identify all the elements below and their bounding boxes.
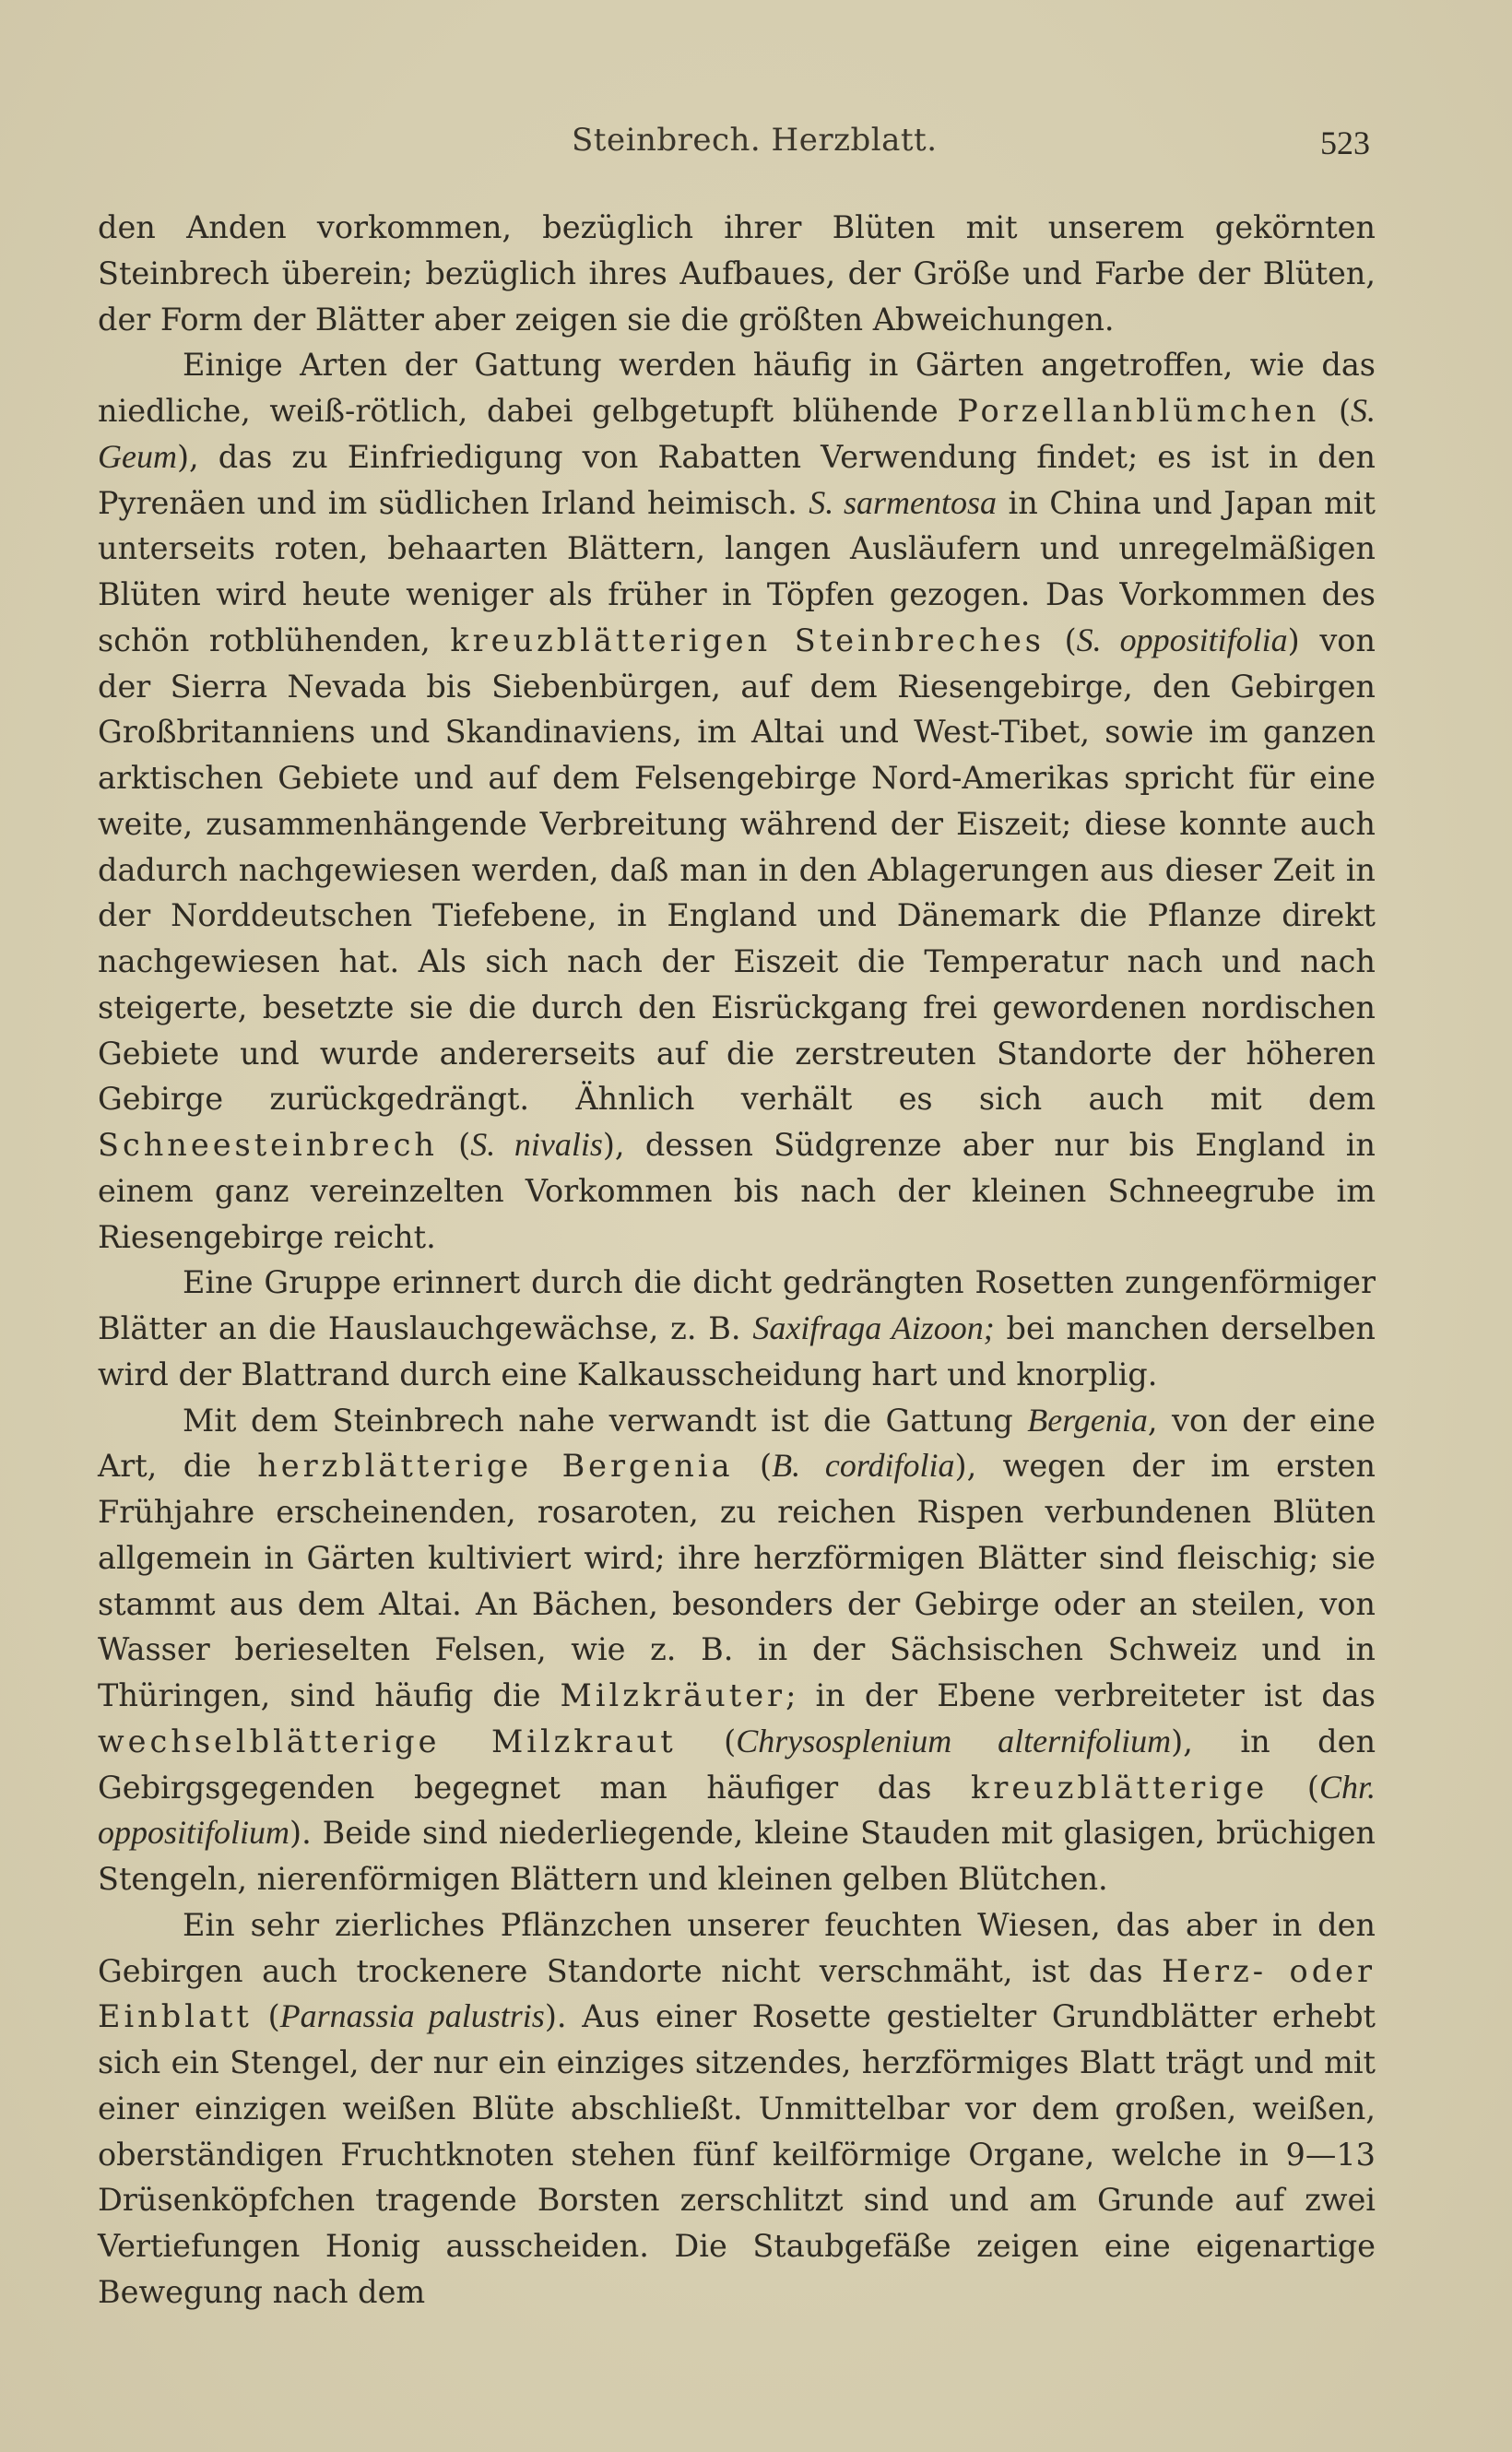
scientific-name: S. Geum xyxy=(98,392,1376,475)
text-run: ), in den Gebirgsgegenden begegnet man häufiger das xyxy=(98,1723,1376,1806)
paragraph-p1 xyxy=(98,205,1376,342)
scientific-name: B. cordifolia xyxy=(772,1447,955,1485)
text-run: ( xyxy=(1319,393,1352,429)
text-run: ; in der Ebene verbreiteter ist das xyxy=(786,1677,1376,1713)
emphasized-term: Herz- oder Einblatt xyxy=(98,1952,1376,2035)
emphasized-term: Milzkräuter xyxy=(560,1677,786,1713)
paragraph-p4 xyxy=(98,1398,1376,1902)
text-run: ( xyxy=(676,1723,737,1759)
scientific-name: Chr. oppositifolium xyxy=(98,1768,1376,1852)
text-run: ( xyxy=(437,1127,471,1163)
text-run: ( xyxy=(1044,622,1077,658)
scientific-name: S. oppositifolia xyxy=(1076,621,1288,658)
text-run: ( xyxy=(1268,1769,1319,1806)
text-run: Ein sehr zierliches Pflänzchen unserer feuchten Wiesen, das aber in den Gebirgen auch trockenere Standorte nicht verschmäht, ist das xyxy=(98,1906,1376,1989)
text-run: bei manchen derselben wird der Blattrand durch eine Kalkausscheidung hart und knorplig. xyxy=(98,1310,1376,1392)
running-title: Steinbrech. Herzblatt. xyxy=(572,122,938,159)
text-run: ). Aus einer Rosette gestielter Grundblätter erhebt sich ein Stengel, der nur ein einziges sitzendes, herzförmiges Blatt trägt und mit einer einzigen weißen Blüte abschließt. Unmittelbar vor dem großen, weißen, oberständigen Fruchtknoten stehen fünf keilförmige Organe, welche in 9—13 Drüsenköpfchen tragende Borsten zerschlitzt sind und am Grunde auf zwei Vertiefungen Honig ausscheiden. Die Staubgefäße zeigen eine eigenartige Bewegung nach dem xyxy=(98,1998,1376,2310)
text-run: Einige Arten der Gattung werden häufig in Gärten angetroffen, wie das niedliche, weiß-rötlich, dabei gelbgetupft blühende xyxy=(98,347,1376,429)
text-run: den Anden vorkommen, bezüglich ihrer Blüten mit unserem gekörnten Steinbrech überein; bezüglich ihres Aufbaues, der Größe und Farbe der Blüten, der Form der Blätter aber zeigen sie die größten Abweichungen. xyxy=(98,209,1376,338)
paragraph-p5 xyxy=(98,1902,1376,2316)
emphasized-term: Schneesteinbrech xyxy=(98,1127,438,1163)
paragraph-p3 xyxy=(98,1260,1376,1397)
text-run: ( xyxy=(252,1998,280,2035)
text-run: ). Beide sind niederliegende, kleine Stauden mit glasigen, brüchigen Stengeln, nierenförmigen Blättern und kleinen gelben Blütchen. xyxy=(98,1815,1376,1897)
body-text xyxy=(98,205,1376,2316)
emphasized-term: kreuzblätterigen Steinbreches xyxy=(450,622,1045,658)
emphasized-term: wechselblätterige Milzkraut xyxy=(98,1723,677,1759)
text-run: , von der eine Art, die xyxy=(98,1402,1376,1485)
paragraph-p2 xyxy=(98,342,1376,1260)
text-run: ), das zu Einfriedigung von Rabatten Verwendung findet; es ist in den Pyrenäen und im südlichen Irland heimisch. xyxy=(98,438,1376,521)
text-run: in China und Japan mit unterseits roten, behaarten Blättern, langen Ausläufern und unregelmäßigen Blüten wird heute weniger als früher in Töpfen gezogen. Das Vorkommen des schön rotblühenden, xyxy=(98,484,1376,658)
running-head xyxy=(0,122,1512,168)
text-run: ), dessen Südgrenze aber nur bis England in einem ganz vereinzelten Vorkommen bis nach der kleinen Schneegrube im Riesengebirge reicht. xyxy=(98,1127,1376,1255)
text-run: Mit dem Steinbrech nahe verwandt ist die Gattung xyxy=(183,1402,1028,1439)
emphasized-term: kreuzblätterige xyxy=(971,1769,1269,1806)
text-run: ) von der Sierra Nevada bis Siebenbürgen, auf dem Riesengebirge, den Gebirgen Großbritanniens und Skandinaviens, im Altai und West-Tibet, sowie im ganzen arktischen Gebiete und auf dem Felsengebirge Nord-Amerikas spricht für eine weite, zusammenhängende Verbreitung während der Eiszeit; diese konnte auch dadurch nachgewiesen werden, daß man in den Ablagerungen aus dieser Zeit in der Norddeutschen Tiefebene, in England und Dänemark die Pflanze direkt nachgewiesen hat. Als sich nach der Eiszeit die Temperatur nach und nach steigerte, besetzte sie die durch den Eisrückgang frei gewordenen nordischen Gebiete und wurde andererseits auf die zerstreuten Standorte der höheren Gebirge zurückgedrängt. Ähnlich verhält es sich auch mit dem xyxy=(98,622,1376,1118)
scientific-name: Bergenia xyxy=(1027,1401,1148,1439)
scientific-name: Parnassia palustris xyxy=(279,1997,545,2035)
scientific-name: Chrysosplenium alternifolium xyxy=(736,1722,1172,1759)
text-run: Eine Gruppe erinnert durch die dicht gedrängten Rosetten zungenförmiger Blätter an die Hauslauchgewächse, z. B. xyxy=(98,1264,1376,1346)
scientific-name: S. nivalis xyxy=(470,1126,603,1163)
emphasized-term: herzblätterige Bergenia xyxy=(257,1448,734,1485)
scientific-name: S. sarmentosa xyxy=(809,483,998,521)
text-run: ( xyxy=(733,1448,773,1485)
page-number: 523 xyxy=(1320,124,1370,161)
scientific-name: Saxifraga Aizoon; xyxy=(752,1309,995,1346)
text-run: ), wegen der im ersten Frühjahre erscheinenden, rosaroten, zu reichen Rispen verbundenen Blüten allgemein in Gärten kultiviert wird; ihre herzförmigen Blätter sind fleischig; sie stammt aus dem Altai. An Bächen, besonders der Gebirge oder an steilen, von Wasser berieselten Felsen, wie z. B. in der Sächsischen Schweiz und in Thüringen, sind häufig die xyxy=(98,1448,1376,1713)
emphasized-term: Porzellanblümchen xyxy=(957,393,1320,429)
